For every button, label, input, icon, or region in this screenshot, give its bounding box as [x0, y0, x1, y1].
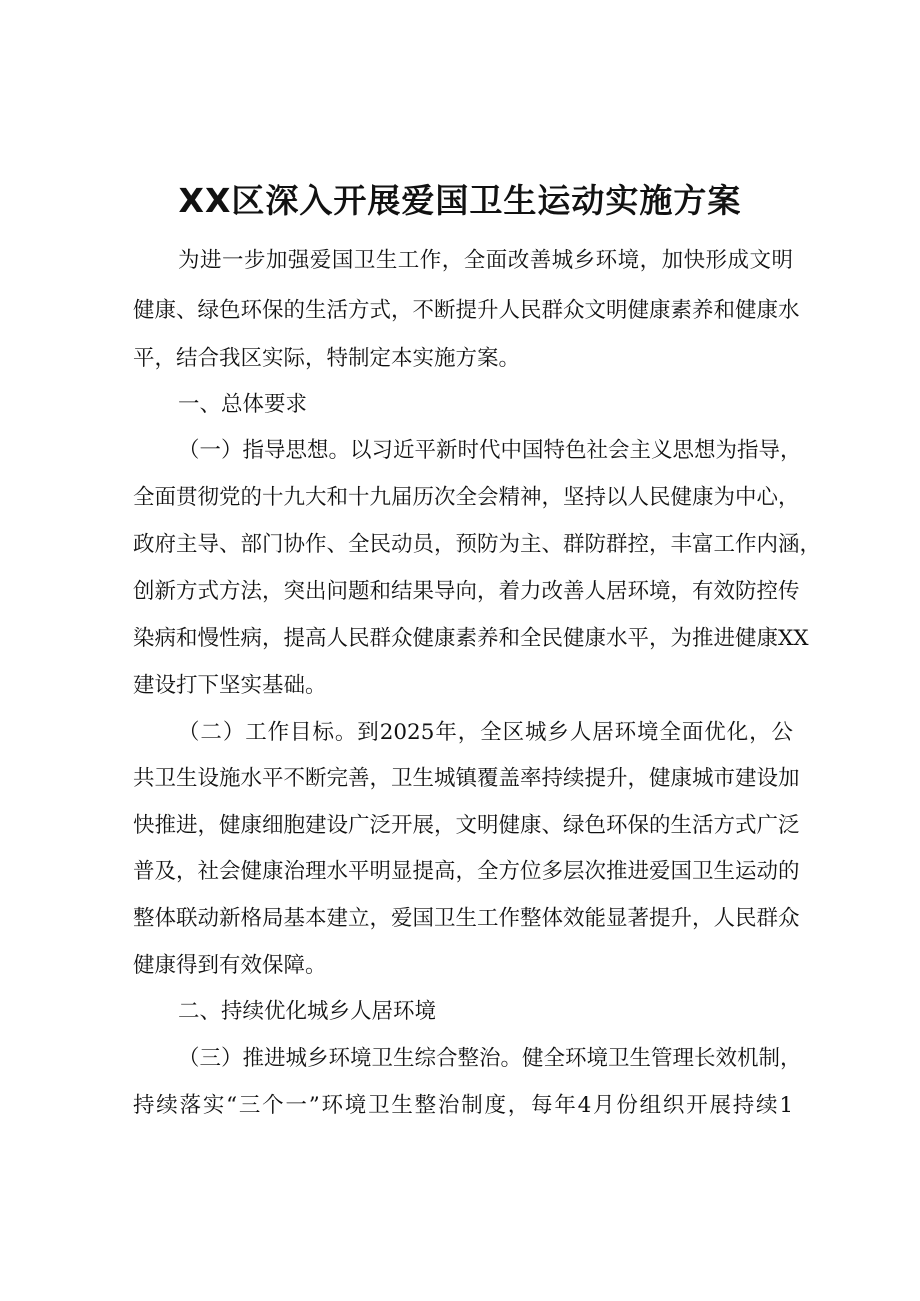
item2-line-4: 普及，社会健康治理水平明显提高，全方位多层次推进爱国卫生运动的 — [133, 859, 800, 884]
intro-line-2: 健康、绿色环保的生活方式，不断提升人民群众文明健康素养和健康水 — [133, 298, 800, 323]
item2-line-2: 共卫生设施水平不断完善，卫生城镇覆盖率持续提升，健康城市建设加 — [133, 766, 800, 791]
item1-line-1: （一）指导思想。以习近平新时代中国特色社会主义思想为指导， — [178, 438, 802, 463]
intro-line-1: 为进一步加强爱国卫生工作，全面改善城乡环境，加快形成文明 — [178, 248, 793, 273]
item2-line-5: 整体联动新格局基本建立，爱国卫生工作整体效能显著提升，人民群众 — [133, 906, 800, 931]
item2-line-6: 健康得到有效保障。 — [133, 953, 327, 978]
item3-line-2: 持续落实“三个一”环境卫生整治制度，每年4月份组织开展持续1 — [133, 1093, 793, 1118]
section-heading-1: 一、总体要求 — [178, 392, 308, 417]
item1-line-3: 政府主导、部门协作、全民动员，预防为主、群防群控，丰富工作内涵， — [133, 532, 822, 557]
section-heading-2: 二、持续优化城乡人居环境 — [178, 999, 437, 1024]
intro-line-3: 平，结合我区实际，特制定本实施方案。 — [133, 346, 521, 371]
item3-line-1: （三）推进城乡环境卫生综合整治。健全环境卫生管理长效机制， — [178, 1046, 802, 1071]
document-title: XX区深入开展爱国卫生运动实施方案 — [178, 181, 742, 220]
item2-line-3: 快推进，健康细胞建设广泛开展，文明健康、绿色环保的生活方式广泛 — [133, 813, 800, 838]
item2-line-1: （二）工作目标。到2025年，全区城乡人居环境全面优化，公 — [178, 720, 793, 745]
item1-line-5: 染病和慢性病，提高人民群众健康素养和全民健康水平，为推进健康XX — [133, 626, 809, 651]
item1-line-4: 创新方式方法，突出问题和结果导向，着力改善人居环境，有效防控传 — [133, 579, 800, 604]
item1-line-2: 全面贯彻党的十九大和十九届历次全会精神，坚持以人民健康为中心， — [133, 485, 800, 510]
item1-line-6: 建设打下坚实基础。 — [133, 673, 327, 698]
